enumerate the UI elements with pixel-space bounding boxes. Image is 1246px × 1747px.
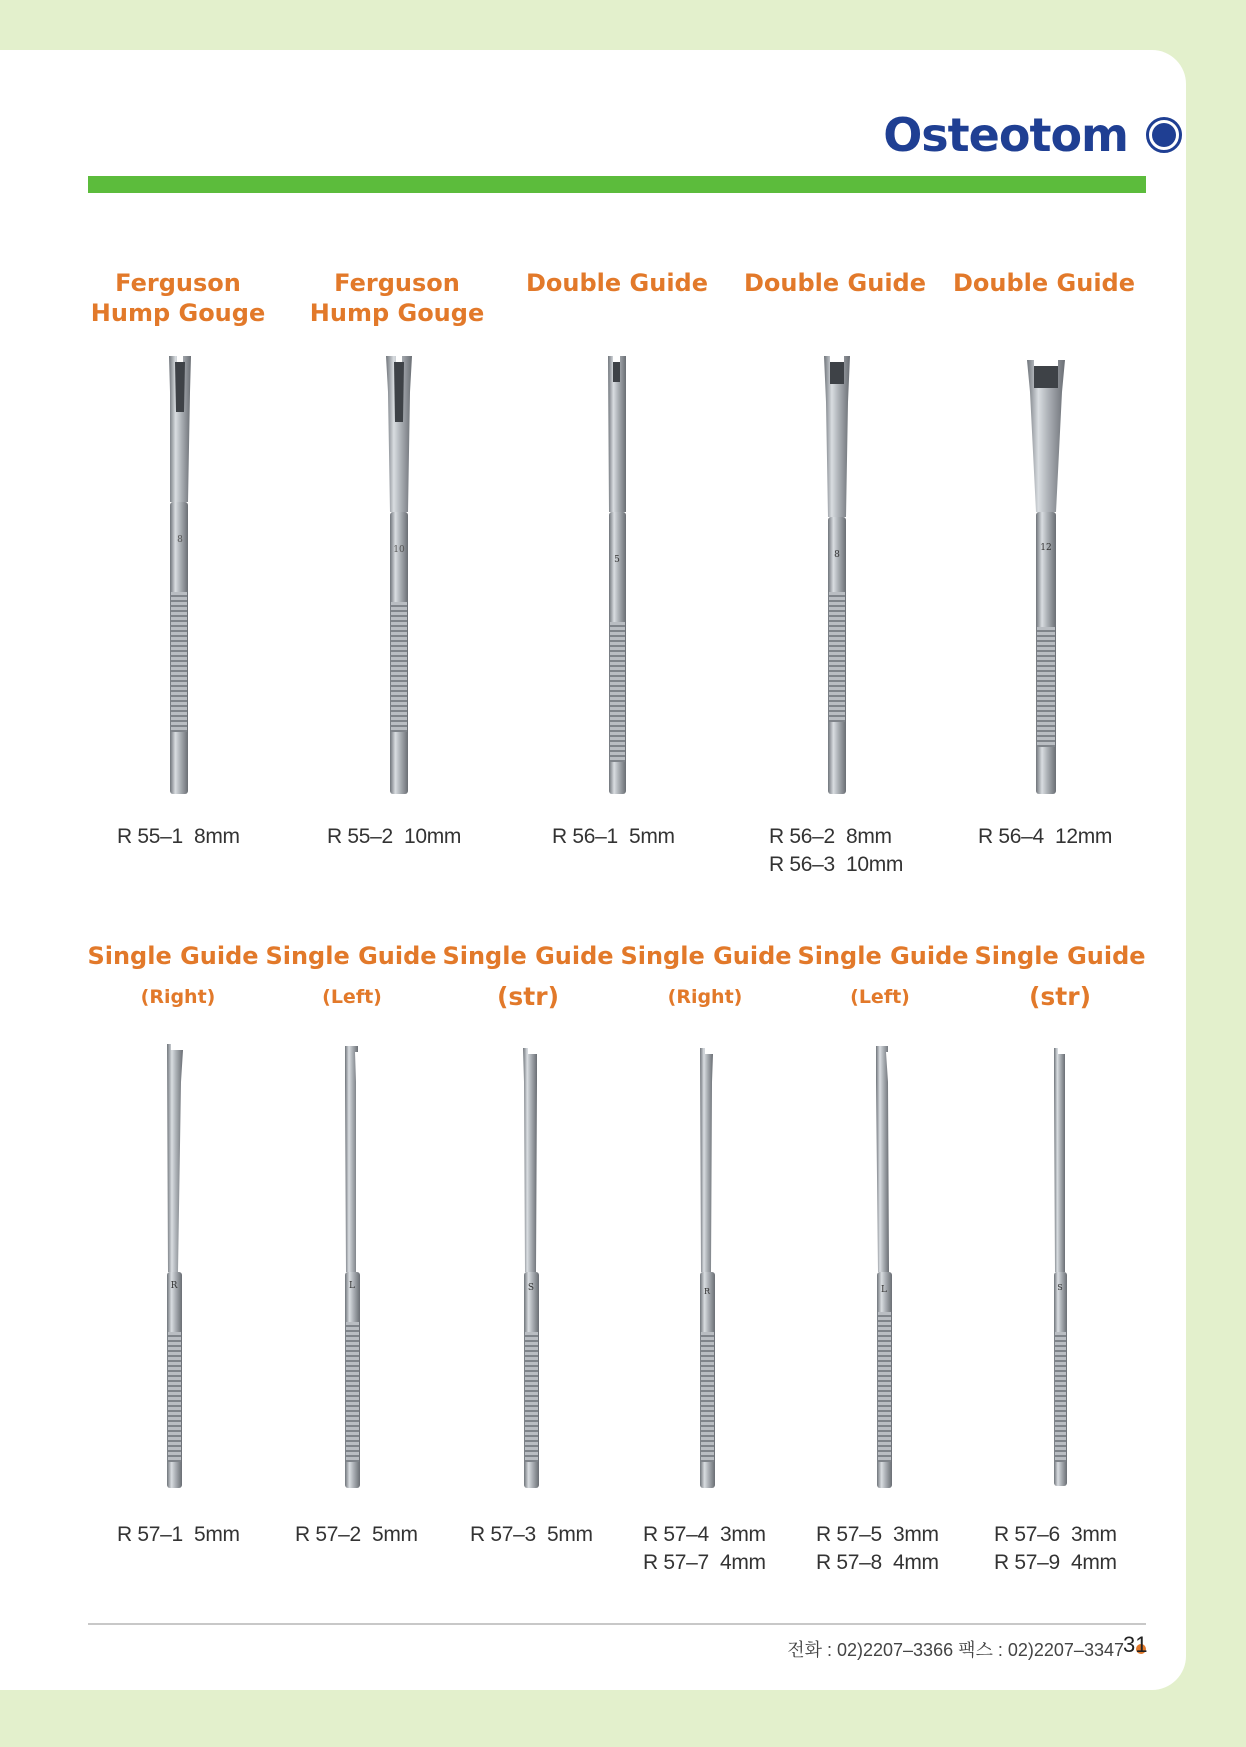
ferguson-hump-gouge-image [155,352,205,804]
product-label: Single Guide [620,942,792,970]
single-guide-left-osteotome-image [864,1042,904,1498]
product-label [91,268,265,328]
footer-contact [787,1636,1146,1662]
label-line: Double Guide [525,269,709,297]
page-number: 31 [1123,1632,1148,1657]
product-code: R 56–4 12mm [978,825,1113,848]
double-guide-osteotome-image [812,352,862,804]
ferguson-hump-gouge-image [374,352,424,804]
product-sublabel: (str) [496,982,560,1011]
double-guide-osteotome-image [593,352,643,804]
label-line: Ferguson [334,269,460,297]
product-sublabel: (Left) [850,986,910,1008]
product-label: Single Guide [87,942,259,970]
product-code: R 55–2 10mm [327,825,462,848]
size-engraving: 12 [1040,543,1052,553]
product-sublabel: (str) [1028,982,1092,1011]
side-engraving: S [1057,1283,1063,1292]
product-label [744,268,926,298]
size-engraving: 10 [393,545,405,555]
product-label [953,268,1135,298]
side-engraving: R [703,1287,711,1296]
footer-divider [88,1623,1146,1625]
double-guide-osteotome-image [1016,352,1076,804]
side-engraving: L [349,1281,355,1291]
page-title [883,108,1182,162]
product-code: R 57–3 5mm [470,1523,593,1546]
single-guide-straight-osteotome-image [1041,1042,1081,1498]
product-code: R 57–1 5mm [117,1523,240,1546]
contact-text: 전화 : 02)2207–3366 팩스 : 02)2207–3347 [787,1640,1124,1660]
label-line: Ferguson [115,269,241,297]
product-sublabel: (Right) [667,986,743,1008]
single-guide-straight-osteotome-image [511,1042,551,1498]
label-line: Double Guide [743,269,927,297]
product-code: R 56–2 8mm R 56–3 10mm [769,825,904,876]
single-guide-left-osteotome-image [333,1042,373,1498]
product-label: Single Guide [265,942,437,970]
product-sublabel: (Right) [140,986,216,1008]
side-engraving: L [881,1285,887,1295]
product-code: R 57–5 3mm R 57–8 4mm [816,1523,939,1574]
product-code: R 55–1 8mm [117,825,240,848]
product-code: R 57–6 3mm R 57–9 4mm [994,1523,1117,1574]
product-code: R 57–2 5mm [295,1523,418,1546]
label-line: Double Guide [952,269,1136,297]
size-engraving: 8 [177,535,183,545]
size-engraving: 5 [614,555,620,565]
product-code: R 57–4 3mm R 57–7 4mm [643,1523,766,1574]
label-line: Hump Gouge [309,299,485,327]
product-sublabel: (Left) [322,986,382,1008]
single-guide-right-osteotome-image [155,1042,195,1498]
product-label: Single Guide [442,942,614,970]
product-label: Single Guide [797,942,969,970]
title-text: Osteotom [883,108,1128,162]
product-label [310,268,484,328]
product-label [526,268,708,298]
product-label: Single Guide [974,942,1146,970]
size-engraving: 8 [834,550,840,560]
side-engraving: R [170,1281,178,1291]
target-bullet-icon [1146,117,1182,153]
product-code: R 56–1 5mm [552,825,675,848]
single-guide-right-osteotome-image [688,1042,728,1498]
title-underline-bar [88,176,1146,193]
label-line: Hump Gouge [90,299,266,327]
side-engraving: S [527,1283,535,1293]
